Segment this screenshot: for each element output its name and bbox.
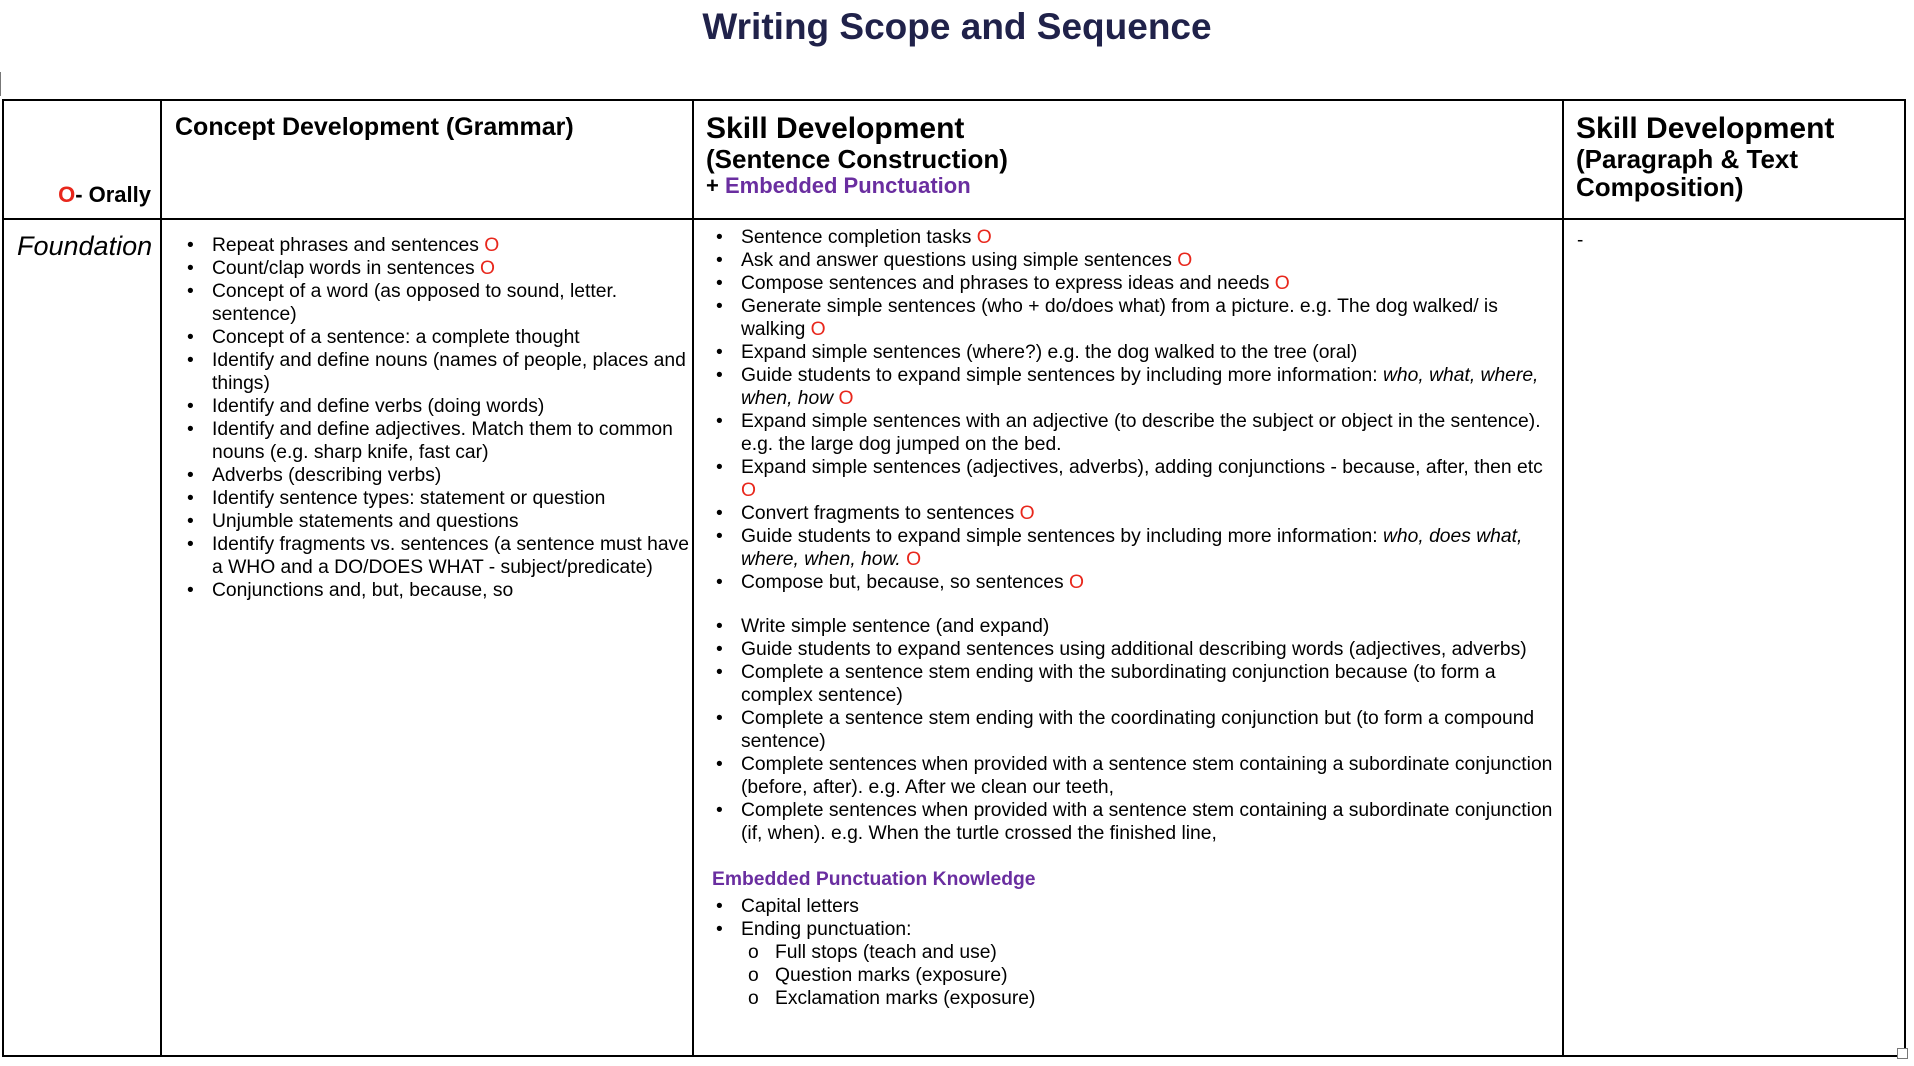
plus-sign: + [706, 173, 725, 198]
empty-dash: - [1577, 230, 1584, 251]
sub-list-item: o Full stops (teach and use) [703, 941, 1562, 964]
list-item: • Expand simple sentences (adjectives, adverbs), adding conjunctions - because, after, then etc O [703, 456, 1562, 502]
list-item: • Convert fragments to sentences O [703, 502, 1562, 525]
skill2-subheading-line1: (Paragraph & Text [1576, 144, 1799, 174]
list-item: • Guide students to expand sentences using additional describing words (adjectives, adverbs) [703, 638, 1562, 661]
list-item: • Complete sentences when provided with a sentence stem containing a subordinate conjunction (if, when). e.g. When the turtle crossed the finished line, [703, 799, 1562, 845]
list-item: • Complete a sentence stem ending with the coordinating conjunction but (to form a compound sentence) [703, 707, 1562, 753]
document-title: Writing Scope and Sequence [702, 6, 1212, 47]
list-item: • Ending punctuation: [703, 918, 1562, 941]
oral-key-letter: O [58, 182, 76, 207]
resize-handle[interactable] [1897, 1048, 1908, 1059]
list-item: • Identify and define adjectives. Match them to common nouns (e.g. sharp knife, fast car) [174, 418, 692, 464]
embedded-punctuation-label [706, 173, 1562, 199]
header-key-cell [3, 100, 161, 219]
list-item: • Compose sentences and phrases to express ideas and needs O [703, 272, 1562, 295]
list-item: • Adverbs (describing verbs) [174, 464, 692, 487]
list-item: • Complete a sentence stem ending with the subordinating conjunction because (to form a complex sentence) [703, 661, 1562, 707]
scope-table [2, 99, 1906, 1057]
stage-foundation: Foundation [3, 219, 161, 1056]
concept-cell [161, 219, 693, 1056]
list-item: • Expand simple sentences (where?) e.g. the dog walked to the tree (oral) [703, 341, 1562, 364]
skill-heading: Skill Development [706, 112, 965, 145]
skill-subheading: (Sentence Construction) [706, 144, 1008, 174]
list-item: • Identify and define nouns (names of people, places and things) [174, 349, 692, 395]
list-item: • Identify fragments vs. sentences (a sentence must have a WHO and a DO/DOES WHAT - subject/predicate) [174, 533, 692, 579]
list-item: • Ask and answer questions using simple sentences O [703, 249, 1562, 272]
punctuation-list [703, 895, 1562, 941]
skill2-subheading-line2: Composition) [1576, 172, 1744, 202]
list-item: • Count/clap words in sentences O [174, 257, 692, 280]
list-item: • Write simple sentence (and expand) [703, 615, 1562, 638]
list-item: • Sentence completion tasks O [703, 226, 1562, 249]
list-item: • Concept of a word (as opposed to sound, letter. sentence) [174, 280, 692, 326]
skill-list-a [703, 226, 1562, 594]
list-item: • Identify and define verbs (doing words) [174, 395, 692, 418]
foundation-row [3, 219, 1905, 1056]
list-item: • Conjunctions and, but, because, so [174, 579, 692, 602]
embedded-punctuation-heading: Embedded Punctuation Knowledge [712, 869, 1036, 890]
header-sentence-construction [693, 100, 1563, 219]
embedded-punctuation-text: Embedded Punctuation [724, 173, 971, 198]
header-row [3, 100, 1905, 219]
header-paragraph-composition [1563, 100, 1905, 219]
list-item: • Concept of a sentence: a complete thought [174, 326, 692, 349]
header-concept-development [161, 100, 693, 219]
skill-list-b [703, 615, 1562, 845]
list-item: • Generate simple sentences (who + do/does what) from a picture. e.g. The dog walked/ is walking O [703, 295, 1562, 341]
list-item: • Repeat phrases and sentences O [174, 234, 692, 257]
sentence-construction-cell [693, 219, 1563, 1056]
ending-punctuation-sublist [703, 941, 1562, 1010]
list-item: • Expand simple sentences with an adjective (to describe the subject or object in the sentence). e.g. the large dog jumped on the bed. [703, 410, 1562, 456]
paragraph-composition-cell [1563, 219, 1905, 1056]
spacer [703, 594, 1562, 615]
list-item: • Complete sentences when provided with a sentence stem containing a subordinate conjunction (before, after). e.g. After we clean our teeth, [703, 753, 1562, 799]
oral-key-label: - Orally [75, 182, 151, 207]
skill2-heading: Skill Development [1576, 112, 1835, 145]
sub-list-item: o Question marks (exposure) [703, 964, 1562, 987]
list-item: • Compose but, because, so sentences O [703, 571, 1562, 594]
list-item: • Guide students to expand simple sentences by including more information: who, what, where, when, how O [703, 364, 1562, 410]
list-item: • Unjumble statements and questions [174, 510, 692, 533]
oral-key [58, 182, 151, 208]
sub-list-item: o Exclamation marks (exposure) [703, 987, 1562, 1010]
list-item: • Capital letters [703, 895, 1562, 918]
list-item: • Identify sentence types: statement or question [174, 487, 692, 510]
list-item: • Guide students to expand simple sentences by including more information: who, does what, where, when, how. O [703, 525, 1562, 571]
text-cursor [0, 72, 1, 96]
concept-list [174, 234, 692, 602]
concept-heading: Concept Development (Grammar) [175, 113, 574, 141]
